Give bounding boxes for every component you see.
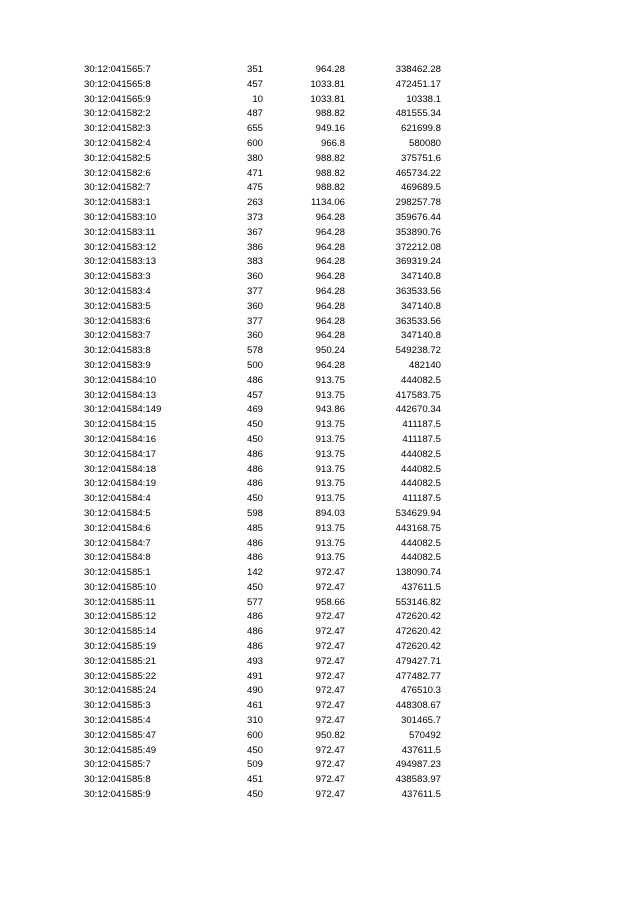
value-cell: 411187.5 [402,493,441,505]
value-cell: 444082.5 [400,478,441,490]
rate-cell: 913.75 [315,448,345,460]
cadastral-number-cell: 30:12:041585:8 [84,774,151,786]
value-cell: 437611.5 [401,789,441,801]
area-cell: 263 [246,197,263,209]
rate-cell: 913.75 [315,552,345,564]
area-cell: 486 [246,463,263,475]
table-row [0,699,640,714]
value-cell: 369319.24 [395,256,441,268]
area-cell: 142 [246,567,263,579]
value-cell: 363533.56 [395,315,441,327]
table-row [0,463,640,478]
value-cell: 553146.82 [395,596,441,608]
table-row [0,315,640,330]
rate-cell: 972.47 [315,581,345,593]
area-cell: 450 [246,789,263,801]
table-row [0,551,640,566]
rate-cell: 988.82 [315,182,345,194]
area-cell: 450 [246,744,263,756]
cadastral-number-cell: 30:12:041585:19 [84,641,157,653]
area-cell: 475 [246,182,263,194]
table-row [0,566,640,581]
value-cell: 472620.42 [395,611,441,623]
area-cell: 457 [246,78,263,90]
cadastral-number-cell: 30:12:041585:49 [84,744,157,756]
value-cell: 448308.67 [395,700,441,712]
value-cell: 580080 [408,137,441,149]
value-cell: 469689.5 [400,182,441,194]
area-cell: 486 [246,374,263,386]
table-row [0,477,640,492]
value-cell: 621699.8 [400,123,441,135]
rate-cell: 894.03 [315,507,345,519]
table-row [0,492,640,507]
cadastral-number-cell: 30:12:041585:1 [84,567,151,579]
area-cell: 485 [246,522,263,534]
cadastral-number-cell: 30:12:041583:10 [84,211,157,223]
rate-cell: 972.47 [315,611,345,623]
area-cell: 367 [246,226,263,238]
rate-cell: 988.82 [315,108,345,120]
table-row [0,270,640,285]
table-row [0,670,640,685]
value-cell: 482140 [408,359,441,371]
table-row [0,196,640,211]
cadastral-number-cell: 30:12:041583:8 [84,345,151,357]
table-row [0,537,640,552]
rate-cell: 972.47 [315,700,345,712]
value-cell: 477482.77 [395,670,441,682]
rate-cell: 972.47 [315,759,345,771]
table-row [0,226,640,241]
cadastral-number-cell: 30:12:041585:14 [84,626,157,638]
area-cell: 486 [246,478,263,490]
rate-cell: 972.47 [315,655,345,667]
cadastral-number-cell: 30:12:041585:22 [84,670,157,682]
value-cell: 494987.23 [395,759,441,771]
area-cell: 598 [246,507,263,519]
rate-cell: 988.82 [315,152,345,164]
table-row [0,63,640,78]
area-cell: 600 [246,137,263,149]
value-cell: 479427.71 [395,655,441,667]
area-cell: 373 [246,211,263,223]
cadastral-number-cell: 30:12:041582:5 [84,152,151,164]
table-row [0,344,640,359]
area-cell: 450 [246,581,263,593]
value-cell: 353890.76 [395,226,441,238]
table-row [0,403,640,418]
value-cell: 444082.5 [400,374,441,386]
rate-cell: 1134.06 [311,197,345,209]
area-cell: 655 [246,123,263,135]
rate-cell: 964.28 [315,315,345,327]
value-cell: 472620.42 [395,626,441,638]
rate-cell: 964.28 [315,359,345,371]
cadastral-number-cell: 30:12:041582:2 [84,108,151,120]
rate-cell: 988.82 [315,167,345,179]
rate-cell: 966.8 [320,137,345,149]
rate-cell: 972.47 [315,626,345,638]
area-cell: 486 [246,552,263,564]
area-cell: 500 [246,359,263,371]
table-row [0,93,640,108]
rate-cell: 913.75 [315,463,345,475]
cadastral-number-cell: 30:12:041584:6 [84,522,151,534]
area-cell: 600 [246,729,263,741]
rate-cell: 1033.81 [310,78,345,90]
data-table [0,63,640,803]
table-row [0,255,640,270]
cadastral-number-cell: 30:12:041585:10 [84,581,157,593]
table-row [0,596,640,611]
cadastral-number-cell: 30:12:041583:3 [84,271,151,283]
rate-cell: 964.28 [315,330,345,342]
cadastral-number-cell: 30:12:041583:4 [84,285,151,297]
rate-cell: 913.75 [315,478,345,490]
cadastral-number-cell: 30:12:041583:11 [84,226,156,238]
value-cell: 465734.22 [395,167,441,179]
area-cell: 450 [246,433,263,445]
cadastral-number-cell: 30:12:041584:149 [84,404,162,416]
rate-cell: 964.28 [315,241,345,253]
area-cell: 380 [246,152,263,164]
value-cell: 472451.17 [395,78,441,90]
table-row [0,78,640,93]
value-cell: 338462.28 [395,64,441,75]
value-cell: 444082.5 [400,537,441,549]
table-row [0,522,640,537]
table-row [0,181,640,196]
table-row [0,581,640,596]
value-cell: 444082.5 [400,448,441,460]
table-row [0,788,640,803]
cadastral-number-cell: 30:12:041565:8 [84,78,151,90]
rate-cell: 964.28 [315,285,345,297]
cadastral-number-cell: 30:12:041584:5 [84,507,151,519]
area-cell: 450 [246,493,263,505]
rate-cell: 943.86 [315,404,345,416]
area-cell: 486 [246,537,263,549]
cadastral-number-cell: 30:12:041585:3 [84,700,151,712]
value-cell: 549238.72 [395,345,441,357]
rate-cell: 950.82 [315,729,345,741]
table-row [0,433,640,448]
rate-cell: 1033.81 [310,93,345,105]
cadastral-number-cell: 30:12:041585:12 [84,611,157,623]
cadastral-number-cell: 30:12:041584:10 [84,374,157,386]
cadastral-number-cell: 30:12:041585:47 [84,729,157,741]
cadastral-number-cell: 30:12:041584:19 [84,478,157,490]
value-cell: 138090.74 [395,567,441,579]
table-row [0,389,640,404]
table-row [0,167,640,182]
rate-cell: 972.47 [315,641,345,653]
area-cell: 10 [252,93,263,105]
table-row [0,241,640,256]
cadastral-number-cell: 30:12:041584:7 [84,537,151,549]
value-cell: 359676.44 [395,211,441,223]
table-row [0,625,640,640]
table-row [0,300,640,315]
rate-cell: 913.75 [315,374,345,386]
table-row [0,640,640,655]
value-cell: 417583.75 [395,389,441,401]
table-row [0,137,640,152]
area-cell: 377 [246,285,263,297]
rate-cell: 913.75 [315,389,345,401]
area-cell: 491 [246,670,263,682]
value-cell: 298257.78 [395,197,441,209]
cadastral-number-cell: 30:12:041583:12 [84,241,157,253]
cadastral-number-cell: 30:12:041585:9 [84,789,151,801]
rate-cell: 913.75 [315,493,345,505]
value-cell: 411187.5 [402,433,441,445]
cadastral-number-cell: 30:12:041584:13 [84,389,157,401]
cadastral-number-cell: 30:12:041584:15 [84,419,157,431]
rate-cell: 964.28 [315,64,345,75]
area-cell: 351 [246,64,263,75]
table-row [0,374,640,389]
value-cell: 443168.75 [395,522,441,534]
table-row [0,107,640,122]
rate-cell: 913.75 [315,537,345,549]
rate-cell: 913.75 [315,433,345,445]
area-cell: 450 [246,419,263,431]
rate-cell: 913.75 [315,522,345,534]
value-cell: 347140.8 [400,330,441,342]
value-cell: 437611.5 [401,581,441,593]
table-row [0,418,640,433]
rate-cell: 964.28 [315,300,345,312]
area-cell: 386 [246,241,263,253]
value-cell: 476510.3 [400,685,441,697]
value-cell: 442670.34 [395,404,441,416]
cadastral-number-cell: 30:12:041585:7 [84,759,151,771]
cadastral-number-cell: 30:12:041565:9 [84,93,151,105]
cadastral-number-cell: 30:12:041583:1 [84,197,151,209]
area-cell: 486 [246,641,263,653]
value-cell: 363533.56 [395,285,441,297]
cadastral-number-cell: 30:12:041585:11 [84,596,156,608]
area-cell: 451 [246,774,263,786]
value-cell: 10338.1 [406,93,441,105]
rate-cell: 958.66 [315,596,345,608]
area-cell: 578 [246,345,263,357]
table-row [0,714,640,729]
rate-cell: 972.47 [315,774,345,786]
table-row [0,359,640,374]
cadastral-number-cell: 30:12:041582:4 [84,137,151,149]
table-row [0,758,640,773]
table-row [0,610,640,625]
cadastral-number-cell: 30:12:041583:9 [84,359,151,371]
table-row [0,285,640,300]
value-cell: 570492 [408,729,441,741]
area-cell: 487 [246,108,263,120]
value-cell: 347140.8 [400,300,441,312]
value-cell: 437611.5 [401,744,441,756]
area-cell: 360 [246,330,263,342]
table-row [0,684,640,699]
table-row [0,122,640,137]
area-cell: 577 [246,596,263,608]
area-cell: 493 [246,655,263,667]
rate-cell: 964.28 [315,226,345,238]
rate-cell: 964.28 [315,256,345,268]
cadastral-number-cell: 30:12:041585:21 [84,655,157,667]
rate-cell: 972.47 [315,789,345,801]
value-cell: 534629.94 [395,507,441,519]
table-row [0,773,640,788]
cadastral-number-cell: 30:12:041585:4 [84,715,151,727]
value-cell: 481555.34 [395,108,441,120]
table-row [0,211,640,226]
rate-cell: 964.28 [315,211,345,223]
rate-cell: 913.75 [315,419,345,431]
area-cell: 310 [246,715,263,727]
value-cell: 444082.5 [400,463,441,475]
cadastral-number-cell: 30:12:041582:3 [84,123,151,135]
cadastral-number-cell: 30:12:041583:5 [84,300,151,312]
area-cell: 486 [246,448,263,460]
table-row [0,655,640,670]
area-cell: 471 [246,167,263,179]
cadastral-number-cell: 30:12:041584:4 [84,493,151,505]
area-cell: 509 [246,759,263,771]
cadastral-number-cell: 30:12:041584:17 [84,448,157,460]
rate-cell: 972.47 [315,744,345,756]
area-cell: 461 [246,700,263,712]
area-cell: 486 [246,626,263,638]
value-cell: 372212.08 [395,241,441,253]
value-cell: 444082.5 [400,552,441,564]
value-cell: 347140.8 [400,271,441,283]
area-cell: 360 [246,300,263,312]
area-cell: 490 [246,685,263,697]
area-cell: 383 [246,256,263,268]
cadastral-number-cell: 30:12:041582:7 [84,182,151,194]
cadastral-number-cell: 30:12:041582:6 [84,167,151,179]
table-row [0,329,640,344]
cadastral-number-cell: 30:12:041565:7 [84,64,151,75]
table-row [0,729,640,744]
cadastral-number-cell: 30:12:041585:24 [84,685,157,697]
value-cell: 301465.7 [400,715,441,727]
rate-cell: 972.47 [315,685,345,697]
cadastral-number-cell: 30:12:041583:13 [84,256,157,268]
rate-cell: 950.24 [315,345,345,357]
cadastral-number-cell: 30:12:041584:16 [84,433,157,445]
area-cell: 377 [246,315,263,327]
value-cell: 438583.97 [395,774,441,786]
area-cell: 457 [246,389,263,401]
table-row [0,744,640,759]
cadastral-number-cell: 30:12:041583:7 [84,330,151,342]
cadastral-number-cell: 30:12:041584:8 [84,552,151,564]
rate-cell: 972.47 [315,567,345,579]
table-row [0,448,640,463]
rate-cell: 972.47 [315,715,345,727]
area-cell: 360 [246,271,263,283]
rate-cell: 964.28 [315,271,345,283]
value-cell: 472620.42 [395,641,441,653]
area-cell: 469 [246,404,263,416]
value-cell: 411187.5 [402,419,441,431]
cadastral-number-cell: 30:12:041584:18 [84,463,157,475]
cadastral-number-cell: 30:12:041583:6 [84,315,151,327]
area-cell: 486 [246,611,263,623]
value-cell: 375751.6 [400,152,441,164]
rate-cell: 949.16 [315,123,345,135]
table-row [0,507,640,522]
table-row [0,152,640,167]
rate-cell: 972.47 [315,670,345,682]
